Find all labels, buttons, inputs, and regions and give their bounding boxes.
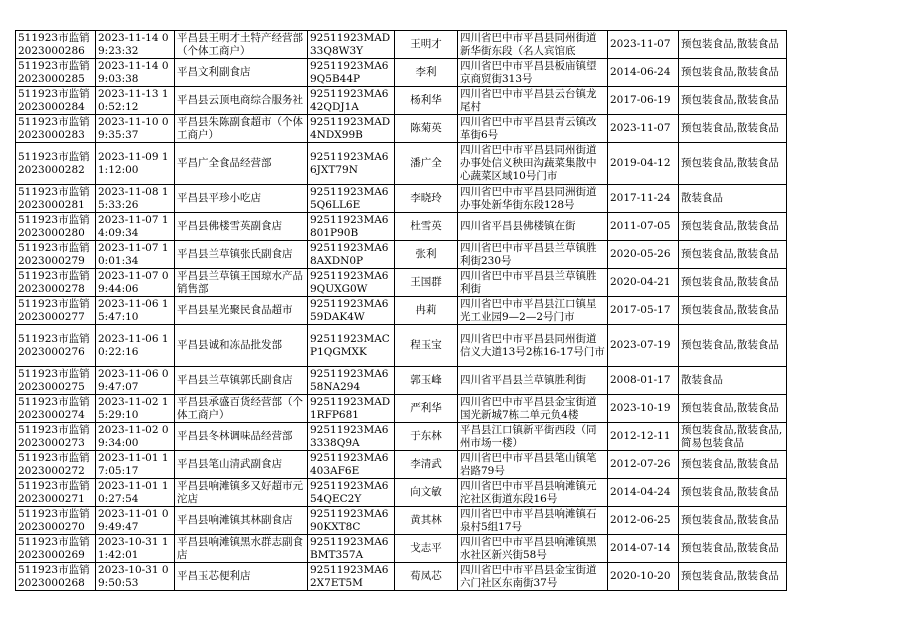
issue-time-cell: 2023-11-07 09:44:06 xyxy=(96,269,175,297)
credit-code-cell: 92511923MA68AXDN0P xyxy=(308,241,395,269)
table-row xyxy=(16,479,787,507)
business-address-cell: 平昌县江口镇新平街西段（同州市场一楼） xyxy=(458,423,608,451)
license-number-cell: 511923市监销2023000270 xyxy=(16,507,96,535)
business-address-cell: 四川省巴中市平昌县板庙镇望京商贸街313号 xyxy=(458,59,608,87)
registration-date-cell: 2017-11-24 xyxy=(608,185,679,213)
license-number-cell: 511923市监销2023000269 xyxy=(16,535,96,563)
registration-date-cell: 2014-04-24 xyxy=(608,479,679,507)
business-name-cell: 平昌县兰草镇王国琼水产品销售部 xyxy=(175,269,308,297)
business-scope-cell: 预包装食品,散装食品 xyxy=(679,479,787,507)
table-row xyxy=(16,297,787,325)
license-number-cell: 511923市监销2023000273 xyxy=(16,423,96,451)
table-row xyxy=(16,269,787,297)
issue-time-cell: 2023-11-02 09:34:00 xyxy=(96,423,175,451)
business-address-cell: 四川省巴中市平昌县兰草镇胜利街230号 xyxy=(458,241,608,269)
credit-code-cell: 92511923MACP1QGMXK xyxy=(308,325,395,367)
person-in-charge-cell: 戈志平 xyxy=(395,535,458,563)
business-scope-cell: 预包装食品,散装食品 xyxy=(679,297,787,325)
credit-code-cell: 92511923MA642QDJ1A xyxy=(308,87,395,115)
business-name-cell: 平昌县响滩镇其林副食店 xyxy=(175,507,308,535)
business-scope-cell: 预包装食品,散装食品 xyxy=(679,535,787,563)
business-address-cell: 四川省巴中市平昌县金宝街道六门社区东南街37号 xyxy=(458,563,608,591)
person-in-charge-cell: 李晓玲 xyxy=(395,185,458,213)
business-scope-cell: 预包装食品,散装食品 xyxy=(679,59,787,87)
business-address-cell: 四川省巴中市平昌县响滩镇黑水社区新兴街58号 xyxy=(458,535,608,563)
person-in-charge-cell: 张利 xyxy=(395,241,458,269)
food-license-registry-table xyxy=(15,30,787,591)
license-number-cell: 511923市监销2023000271 xyxy=(16,479,96,507)
table-row xyxy=(16,535,787,563)
registration-date-cell: 2012-06-25 xyxy=(608,507,679,535)
business-address-cell: 四川省巴中市平昌县金宝街道国光新城7栋二单元负4楼 xyxy=(458,395,608,423)
business-name-cell: 平昌县平珍小吃店 xyxy=(175,185,308,213)
credit-code-cell: 92511923MAD4NDX99B xyxy=(308,115,395,143)
license-number-cell: 511923市监销2023000275 xyxy=(16,367,96,395)
license-number-cell: 511923市监销2023000272 xyxy=(16,451,96,479)
issue-time-cell: 2023-10-31 09:50:53 xyxy=(96,563,175,591)
credit-code-cell: 92511923MAD1RFP681 xyxy=(308,395,395,423)
issue-time-cell: 2023-11-02 15:29:10 xyxy=(96,395,175,423)
business-scope-cell: 预包装食品,散装食品 xyxy=(679,241,787,269)
credit-code-cell: 92511923MA65Q6LL6E xyxy=(308,185,395,213)
license-number-cell: 511923市监销2023000281 xyxy=(16,185,96,213)
license-number-cell: 511923市监销2023000282 xyxy=(16,143,96,185)
business-address-cell: 四川省巴中市平昌县江口镇星光工业园9—2—2号门市 xyxy=(458,297,608,325)
issue-time-cell: 2023-11-14 09:03:38 xyxy=(96,59,175,87)
business-scope-cell: 预包装食品,散装食品 xyxy=(679,507,787,535)
issue-time-cell: 2023-11-01 09:49:47 xyxy=(96,507,175,535)
business-name-cell: 平昌文利副食店 xyxy=(175,59,308,87)
license-number-cell: 511923市监销2023000280 xyxy=(16,213,96,241)
license-number-cell: 511923市监销2023000283 xyxy=(16,115,96,143)
person-in-charge-cell: 于东林 xyxy=(395,423,458,451)
business-address-cell: 四川省巴中市平昌县响滩镇石泉村5组17号 xyxy=(458,507,608,535)
table-row xyxy=(16,59,787,87)
license-number-cell: 511923市监销2023000285 xyxy=(16,59,96,87)
issue-time-cell: 2023-11-09 11:12:00 xyxy=(96,143,175,185)
business-address-cell: 四川省巴中市平昌县同州街道新华街东段（名人宾馆底 xyxy=(458,31,608,59)
table-row xyxy=(16,185,787,213)
table-row xyxy=(16,451,787,479)
business-address-cell: 四川省平昌县兰草镇胜利街 xyxy=(458,367,608,395)
person-in-charge-cell: 黄其林 xyxy=(395,507,458,535)
person-in-charge-cell: 潘广全 xyxy=(395,143,458,185)
credit-code-cell: 92511923MA690KXT8C xyxy=(308,507,395,535)
registration-date-cell: 2023-11-07 xyxy=(608,31,679,59)
business-name-cell: 平昌县云顶电商综合服务社 xyxy=(175,87,308,115)
issue-time-cell: 2023-11-06 09:47:07 xyxy=(96,367,175,395)
person-in-charge-cell: 杨利华 xyxy=(395,87,458,115)
issue-time-cell: 2023-11-10 09:35:37 xyxy=(96,115,175,143)
business-scope-cell: 散装食品 xyxy=(679,185,787,213)
business-scope-cell: 预包装食品,散装食品 xyxy=(679,87,787,115)
business-scope-cell: 预包装食品,散装食品 xyxy=(679,269,787,297)
issue-time-cell: 2023-11-01 17:05:17 xyxy=(96,451,175,479)
table-row xyxy=(16,143,787,185)
table-row xyxy=(16,87,787,115)
business-name-cell: 平昌县王明才土特产经营部（个体工商户） xyxy=(175,31,308,59)
business-address-cell: 四川省平昌县佛楼镇在街 xyxy=(458,213,608,241)
credit-code-cell: 92511923MA6801P90B xyxy=(308,213,395,241)
registration-date-cell: 2011-07-05 xyxy=(608,213,679,241)
person-in-charge-cell: 李清武 xyxy=(395,451,458,479)
person-in-charge-cell: 陈菊英 xyxy=(395,115,458,143)
person-in-charge-cell: 杜雪英 xyxy=(395,213,458,241)
business-name-cell: 平昌县佛楼雪英副食店 xyxy=(175,213,308,241)
person-in-charge-cell: 程玉宝 xyxy=(395,325,458,367)
license-number-cell: 511923市监销2023000277 xyxy=(16,297,96,325)
credit-code-cell: 92511923MA6BMT357A xyxy=(308,535,395,563)
business-name-cell: 平昌县响滩镇黑水群志副食店 xyxy=(175,535,308,563)
table-row xyxy=(16,31,787,59)
business-name-cell: 平昌县响滩镇多又好超市元沱店 xyxy=(175,479,308,507)
business-scope-cell: 预包装食品,散装食品 xyxy=(679,325,787,367)
business-address-cell: 四川省巴中市平昌县同州街道信义大道13号2栋16-17号门市 xyxy=(458,325,608,367)
license-number-cell: 511923市监销2023000268 xyxy=(16,563,96,591)
person-in-charge-cell: 王明才 xyxy=(395,31,458,59)
business-address-cell: 四川省巴中市平昌县同州街道办事处信义秧田沟蔬菜集散中心蔬菜区域10号门市 xyxy=(458,143,608,185)
credit-code-cell: 92511923MA63338Q9A xyxy=(308,423,395,451)
registration-date-cell: 2008-01-17 xyxy=(608,367,679,395)
credit-code-cell: 92511923MA62X7ET5M xyxy=(308,563,395,591)
business-scope-cell: 预包装食品,散装食品 xyxy=(679,143,787,185)
issue-time-cell: 2023-11-14 09:23:32 xyxy=(96,31,175,59)
business-scope-cell: 预包装食品,散装食品,简易包装食品 xyxy=(679,423,787,451)
business-address-cell: 四川省巴中市平昌县兰草镇胜利街 xyxy=(458,269,608,297)
registration-date-cell: 2023-11-07 xyxy=(608,115,679,143)
issue-time-cell: 2023-11-01 10:27:54 xyxy=(96,479,175,507)
credit-code-cell: 92511923MA6403AF6E xyxy=(308,451,395,479)
issue-time-cell: 2023-11-06 15:47:10 xyxy=(96,297,175,325)
table-row xyxy=(16,115,787,143)
credit-code-cell: 92511923MAD33Q8W3Y xyxy=(308,31,395,59)
business-name-cell: 平昌县星光聚民食品超市 xyxy=(175,297,308,325)
credit-code-cell: 92511923MA66JXT79N xyxy=(308,143,395,185)
person-in-charge-cell: 王国群 xyxy=(395,269,458,297)
credit-code-cell: 92511923MA658NA294 xyxy=(308,367,395,395)
business-scope-cell: 预包装食品,散装食品 xyxy=(679,563,787,591)
table-row xyxy=(16,563,787,591)
credit-code-cell: 92511923MA654QEC2Y xyxy=(308,479,395,507)
table-row xyxy=(16,423,787,451)
business-scope-cell: 预包装食品,散装食品 xyxy=(679,213,787,241)
business-address-cell: 四川省巴中市平昌县青云镇改革街6号 xyxy=(458,115,608,143)
license-number-cell: 511923市监销2023000279 xyxy=(16,241,96,269)
issue-time-cell: 2023-11-13 10:52:12 xyxy=(96,87,175,115)
issue-time-cell: 2023-10-31 11:42:01 xyxy=(96,535,175,563)
business-name-cell: 平昌县笔山清武副食店 xyxy=(175,451,308,479)
registration-date-cell: 2014-06-24 xyxy=(608,59,679,87)
person-in-charge-cell: 郭玉峰 xyxy=(395,367,458,395)
table-row xyxy=(16,367,787,395)
table-body xyxy=(16,31,787,591)
registration-date-cell: 2020-04-21 xyxy=(608,269,679,297)
license-number-cell: 511923市监销2023000284 xyxy=(16,87,96,115)
person-in-charge-cell: 向文敏 xyxy=(395,479,458,507)
person-in-charge-cell: 严利华 xyxy=(395,395,458,423)
business-name-cell: 平昌玉芯便利店 xyxy=(175,563,308,591)
business-scope-cell: 预包装食品,散装食品 xyxy=(679,115,787,143)
person-in-charge-cell: 李利 xyxy=(395,59,458,87)
issue-time-cell: 2023-11-07 10:01:34 xyxy=(96,241,175,269)
business-name-cell: 平昌广全食品经营部 xyxy=(175,143,308,185)
registration-date-cell: 2014-07-14 xyxy=(608,535,679,563)
registration-date-cell: 2019-04-12 xyxy=(608,143,679,185)
table-row xyxy=(16,241,787,269)
business-name-cell: 平昌县朱陈副食超市（个体工商户） xyxy=(175,115,308,143)
issue-time-cell: 2023-11-07 14:09:34 xyxy=(96,213,175,241)
license-number-cell: 511923市监销2023000286 xyxy=(16,31,96,59)
business-address-cell: 四川省巴中市平昌县响滩镇元沱社区街道东段16号 xyxy=(458,479,608,507)
credit-code-cell: 92511923MA69QUXG0W xyxy=(308,269,395,297)
credit-code-cell: 92511923MA69Q5B44P xyxy=(308,59,395,87)
issue-time-cell: 2023-11-08 15:33:26 xyxy=(96,185,175,213)
issue-time-cell: 2023-11-06 10:22:16 xyxy=(96,325,175,367)
business-name-cell: 平昌县冬林调味品经营部 xyxy=(175,423,308,451)
license-number-cell: 511923市监销2023000276 xyxy=(16,325,96,367)
registration-date-cell: 2020-10-20 xyxy=(608,563,679,591)
license-number-cell: 511923市监销2023000278 xyxy=(16,269,96,297)
person-in-charge-cell: 冉莉 xyxy=(395,297,458,325)
table-row xyxy=(16,507,787,535)
registration-date-cell: 2017-05-17 xyxy=(608,297,679,325)
business-name-cell: 平昌县诚和冻品批发部 xyxy=(175,325,308,367)
business-address-cell: 四川省巴中市平昌县同洲街道办事处新华街东段128号 xyxy=(458,185,608,213)
business-scope-cell: 预包装食品,散装食品 xyxy=(679,451,787,479)
table-row xyxy=(16,325,787,367)
business-scope-cell: 散装食品 xyxy=(679,367,787,395)
table-row xyxy=(16,213,787,241)
credit-code-cell: 92511923MA659DAK4W xyxy=(308,297,395,325)
person-in-charge-cell: 荀凤芯 xyxy=(395,563,458,591)
registration-date-cell: 2020-05-26 xyxy=(608,241,679,269)
license-number-cell: 511923市监销2023000274 xyxy=(16,395,96,423)
business-name-cell: 平昌县兰草镇郭氏副食店 xyxy=(175,367,308,395)
registration-date-cell: 2023-07-19 xyxy=(608,325,679,367)
registration-date-cell: 2012-12-11 xyxy=(608,423,679,451)
registration-date-cell: 2012-07-26 xyxy=(608,451,679,479)
business-address-cell: 四川省巴中市平昌县云台镇龙尾村 xyxy=(458,87,608,115)
business-address-cell: 四川省巴中市平昌县笔山镇笔岩路79号 xyxy=(458,451,608,479)
registration-date-cell: 2017-06-19 xyxy=(608,87,679,115)
business-name-cell: 平昌县承盛百货经营部（个体工商户） xyxy=(175,395,308,423)
business-name-cell: 平昌县兰草镇张氏副食店 xyxy=(175,241,308,269)
business-scope-cell: 预包装食品,散装食品 xyxy=(679,31,787,59)
business-scope-cell: 预包装食品,散装食品 xyxy=(679,395,787,423)
table-row xyxy=(16,395,787,423)
registration-date-cell: 2023-10-19 xyxy=(608,395,679,423)
